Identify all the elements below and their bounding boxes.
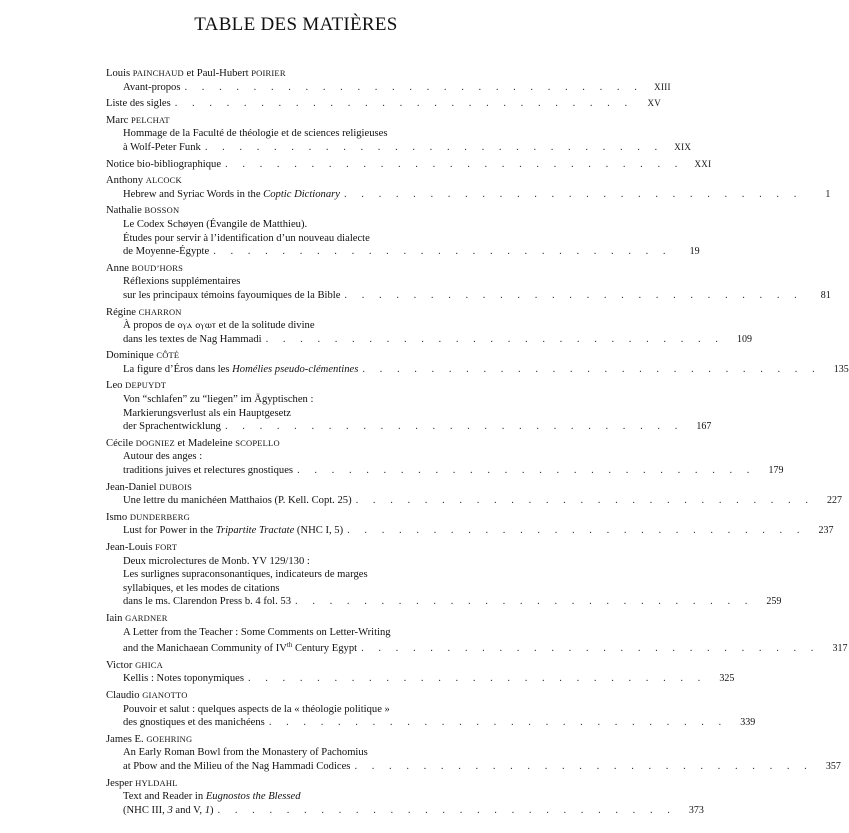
entry-title-line: der Sprachentwicklung . . . . . . . . . . . . . . . . . . . . . . . . . . . 167 (123, 421, 712, 433)
leader-dots: . . . . . . . . . . . . . . . . . . . . . . . . . . . (225, 158, 684, 170)
toc-entry (106, 174, 831, 201)
page-number: 81 (820, 289, 831, 301)
entry-title-line: Études pour servir à l’identification d’un nouveau dialecte (123, 232, 370, 244)
entry-title-line: Markierungsverlust als ein Hauptgesetz (123, 407, 291, 419)
leader-dots: . . . . . . . . . . . . . . . . . . . . . . . . . . . (362, 363, 821, 375)
toc-entry (106, 733, 841, 774)
entry-title-line: and the Manichaean Community of IVth Century Egypt . . . . . . . . . . . . . . . . . . . . . . . . . . . 317 (123, 641, 848, 655)
page-number: 109 (736, 333, 752, 345)
leader-dots: . . . . . . . . . . . . . . . . . . . . . . . . . . . (347, 525, 806, 537)
leader-dots: . . . . . . . . . . . . . . . . . . . . . . . . . . . (265, 333, 724, 345)
entry-title-line: (NHC III, 3 and V, 1) . . . . . . . . . . . . . . . . . . . . . . . . . . . 373 (123, 804, 704, 816)
leader-dots: . . . . . . . . . . . . . . . . . . . . . . . . . . . (297, 465, 756, 477)
entry-author: Anne BOUD’HORS (106, 262, 183, 274)
entry-author: Louis PAINCHAUD et Paul-Hubert POIRIER (106, 68, 286, 79)
page-number: XIX (674, 141, 692, 152)
leader-dots: . . . . . . . . . . . . . . . . . . . . . . . . . . . (217, 804, 676, 816)
leader-dots: . . . . . . . . . . . . . . . . . . . . . . . . . . . (361, 643, 820, 655)
entry-title-line: syllabiques, et les modes de citations (123, 582, 280, 594)
entry-author: Jean-Louis FORT (106, 542, 178, 553)
leader-dots: . . . . . . . . . . . . . . . . . . . . . . . . . . . (184, 81, 643, 93)
toc-entry (106, 541, 782, 609)
entry-title-line: Lust for Power in the Tripartite Tractate (NHC I, 5) . . . . . . . . . . . . . . . . . . . . . . . . . . . 237 (123, 525, 834, 537)
toc-entry (106, 777, 704, 818)
toc-entry (106, 262, 831, 303)
toc-entry (106, 689, 756, 730)
entry-title-line: An Early Roman Bowl from the Monastery of Pachomius (123, 747, 368, 759)
leader-dots: . . . . . . . . . . . . . . . . . . . . . . . . . . . (354, 760, 813, 772)
toc-entry (106, 158, 712, 172)
leader-dots: . . . . . . . . . . . . . . . . . . . . . . . . . . . (213, 246, 672, 258)
entry-author: Nathalie BOSSON (106, 205, 180, 217)
entry-title-line: des gnostiques et des manichéens . . . . . . . . . . . . . . . . . . . . . . . . . . . 339 (123, 717, 756, 729)
table-of-contents (106, 67, 849, 817)
entry-author: James E. GOEHRING (106, 733, 193, 745)
entry-title-line: dans le ms. Clarendon Press b. 4 fol. 53 . . . . . . . . . . . . . . . . . . . . . . . . . . . 259 (123, 596, 782, 608)
page-number: XV (647, 98, 662, 109)
toc-entry (106, 379, 712, 433)
entry-title-line: Une lettre du manichéen Matthaios (P. Kell. Copt. 25) . . . . . . . . . . . . . . . . . . . . . . . . . . . 227 (123, 495, 842, 507)
page-number: 259 (766, 596, 782, 608)
leader-dots: . . . . . . . . . . . . . . . . . . . . . . . . . . . (268, 717, 728, 729)
page-number: 357 (825, 760, 841, 772)
entry-title-line: Von “schlafen” zu “liegen” im Ägyptischen : (123, 394, 314, 406)
entry-title-line: traditions juives et relectures gnostiques . . . . . . . . . . . . . . . . . . . . . . . . . . . 179 (123, 465, 784, 477)
entry-author: Claudio GIANOTTO (106, 689, 188, 701)
leader-dots: . . . . . . . . . . . . . . . . . . . . . . . . . . . (174, 98, 634, 110)
leader-dots: . . . . . . . . . . . . . . . . . . . . . . . . . . . (343, 188, 803, 200)
page-number: 373 (688, 804, 704, 816)
toc-entry (106, 97, 662, 111)
entry-title-line: Notice bio-bibliographique . . . . . . . . . . . . . . . . . . . . . . . . . . . XXI (106, 158, 712, 170)
page-number: 227 (826, 495, 842, 507)
toc-entry (106, 67, 671, 94)
entry-author: Leo DEPUYDT (106, 380, 167, 392)
entry-author: Dominique CÔTÉ (106, 350, 180, 362)
entry-author: Iain GARDNER (106, 612, 168, 624)
entry-author: Cécile DOGNIEZ et Madeleine SCOPELLO (106, 437, 280, 449)
toc-entry (106, 612, 848, 656)
page-number: 325 (719, 673, 735, 685)
entry-author: Régine CHARRON (106, 306, 182, 318)
leader-dots: . . . . . . . . . . . . . . . . . . . . . . . . . . . (247, 673, 707, 685)
entry-title-line: À propos de ⲟⲩⲁ ⲟⲩⲱⲧ et de la solitude divine (123, 320, 315, 332)
leader-dots: . . . . . . . . . . . . . . . . . . . . . . . . . . . (224, 421, 684, 433)
toc-entry (106, 306, 752, 347)
entry-title-line: La figure d’Éros dans les Homélies pseudo-clémentines . . . . . . . . . . . . . . . . . . . . . . . . . . . 135 (123, 363, 849, 375)
entry-title-line: de Moyenne-Égypte . . . . . . . . . . . . . . . . . . . . . . . . . . . 19 (123, 246, 700, 258)
entry-author: Jean-Daniel DUBOIS (106, 481, 193, 493)
entry-title-line: Hebrew and Syriac Words in the Coptic Dictionary . . . . . . . . . . . . . . . . . . . . . . . . . . . 1 (123, 188, 831, 200)
leader-dots: . . . . . . . . . . . . . . . . . . . . . . . . . . . (295, 596, 754, 608)
leader-dots: . . . . . . . . . . . . . . . . . . . . . . . . . . . (344, 289, 803, 301)
page-number: XXI (694, 158, 712, 169)
entry-title-line: Kellis : Notes toponymiques . . . . . . . . . . . . . . . . . . . . . . . . . . . 325 (123, 673, 735, 685)
entry-title-line: Pouvoir et salut : quelques aspects de la « théologie politique » (123, 703, 390, 715)
entry-title-line: Réflexions supplémentaires (123, 276, 241, 288)
entry-author: Victor GHICA (106, 659, 163, 671)
page-number: 339 (740, 717, 756, 729)
toc-entry (106, 204, 700, 258)
toc-entry (106, 349, 849, 376)
entry-title-line: at Pbow and the Milieu of the Nag Hammadi Codices . . . . . . . . . . . . . . . . . . . . . . . . . . . 357 (123, 760, 841, 772)
entry-title-line: sur les principaux témoins fayoumiques de la Bible . . . . . . . . . . . . . . . . . . . . . . . . . . . 81 (123, 289, 831, 301)
page-number: XIII (654, 81, 671, 92)
toc-entry (106, 481, 842, 508)
page-number: 135 (833, 363, 849, 375)
page-title: TABLE DES MATIÈRES (194, 14, 398, 35)
toc-entry (106, 659, 735, 686)
toc-entry (106, 437, 784, 478)
entry-author: Jesper HYLDAHL (106, 777, 178, 789)
page-number: 179 (768, 465, 784, 477)
entry-title-line: Avant-propos . . . . . . . . . . . . . . . . . . . . . . . . . . . XIII (123, 81, 671, 93)
entry-author: Anthony ALCOCK (106, 175, 182, 187)
page-number: 237 (818, 525, 834, 537)
entry-title-line: Le Codex Schøyen (Évangile de Matthieu). (123, 218, 308, 230)
entry-title-line: A Letter from the Teacher : Some Comments on Letter-Writing (123, 626, 391, 638)
entry-title-line: Deux microlectures de Monb. YV 129/130 : (123, 555, 310, 567)
entry-title-line: à Wolf-Peter Funk . . . . . . . . . . . . . . . . . . . . . . . . . . . XIX (123, 141, 692, 153)
entry-author: Ismo DUNDERBERG (106, 511, 190, 523)
entry-author: Marc PELCHAT (106, 114, 170, 126)
entry-title-line: Les surlignes supraconsonantiques, indicateurs de marges (123, 569, 368, 581)
entry-title-line: Autour des anges : (123, 451, 203, 463)
entry-title-line: Liste des sigles . . . . . . . . . . . . . . . . . . . . . . . . . . . XV (106, 98, 662, 110)
toc-entry (106, 511, 834, 538)
page-number: 19 (689, 246, 700, 258)
leader-dots: . . . . . . . . . . . . . . . . . . . . . . . . . . . (204, 141, 664, 153)
leader-dots: . . . . . . . . . . . . . . . . . . . . . . . . . . . (355, 495, 814, 507)
entry-title-line: Text and Reader in Eugnostos the Blessed (123, 791, 301, 803)
entry-title-line: Hommage de la Faculté de théologie et de sciences religieuses (123, 128, 388, 140)
page-number: 317 (832, 643, 848, 655)
toc-entry (106, 114, 692, 155)
page-number: 167 (696, 421, 712, 433)
page-number: 1 (825, 188, 831, 200)
entry-title-line: dans les textes de Nag Hammadi . . . . . . . . . . . . . . . . . . . . . . . . . . . 109 (123, 333, 752, 345)
